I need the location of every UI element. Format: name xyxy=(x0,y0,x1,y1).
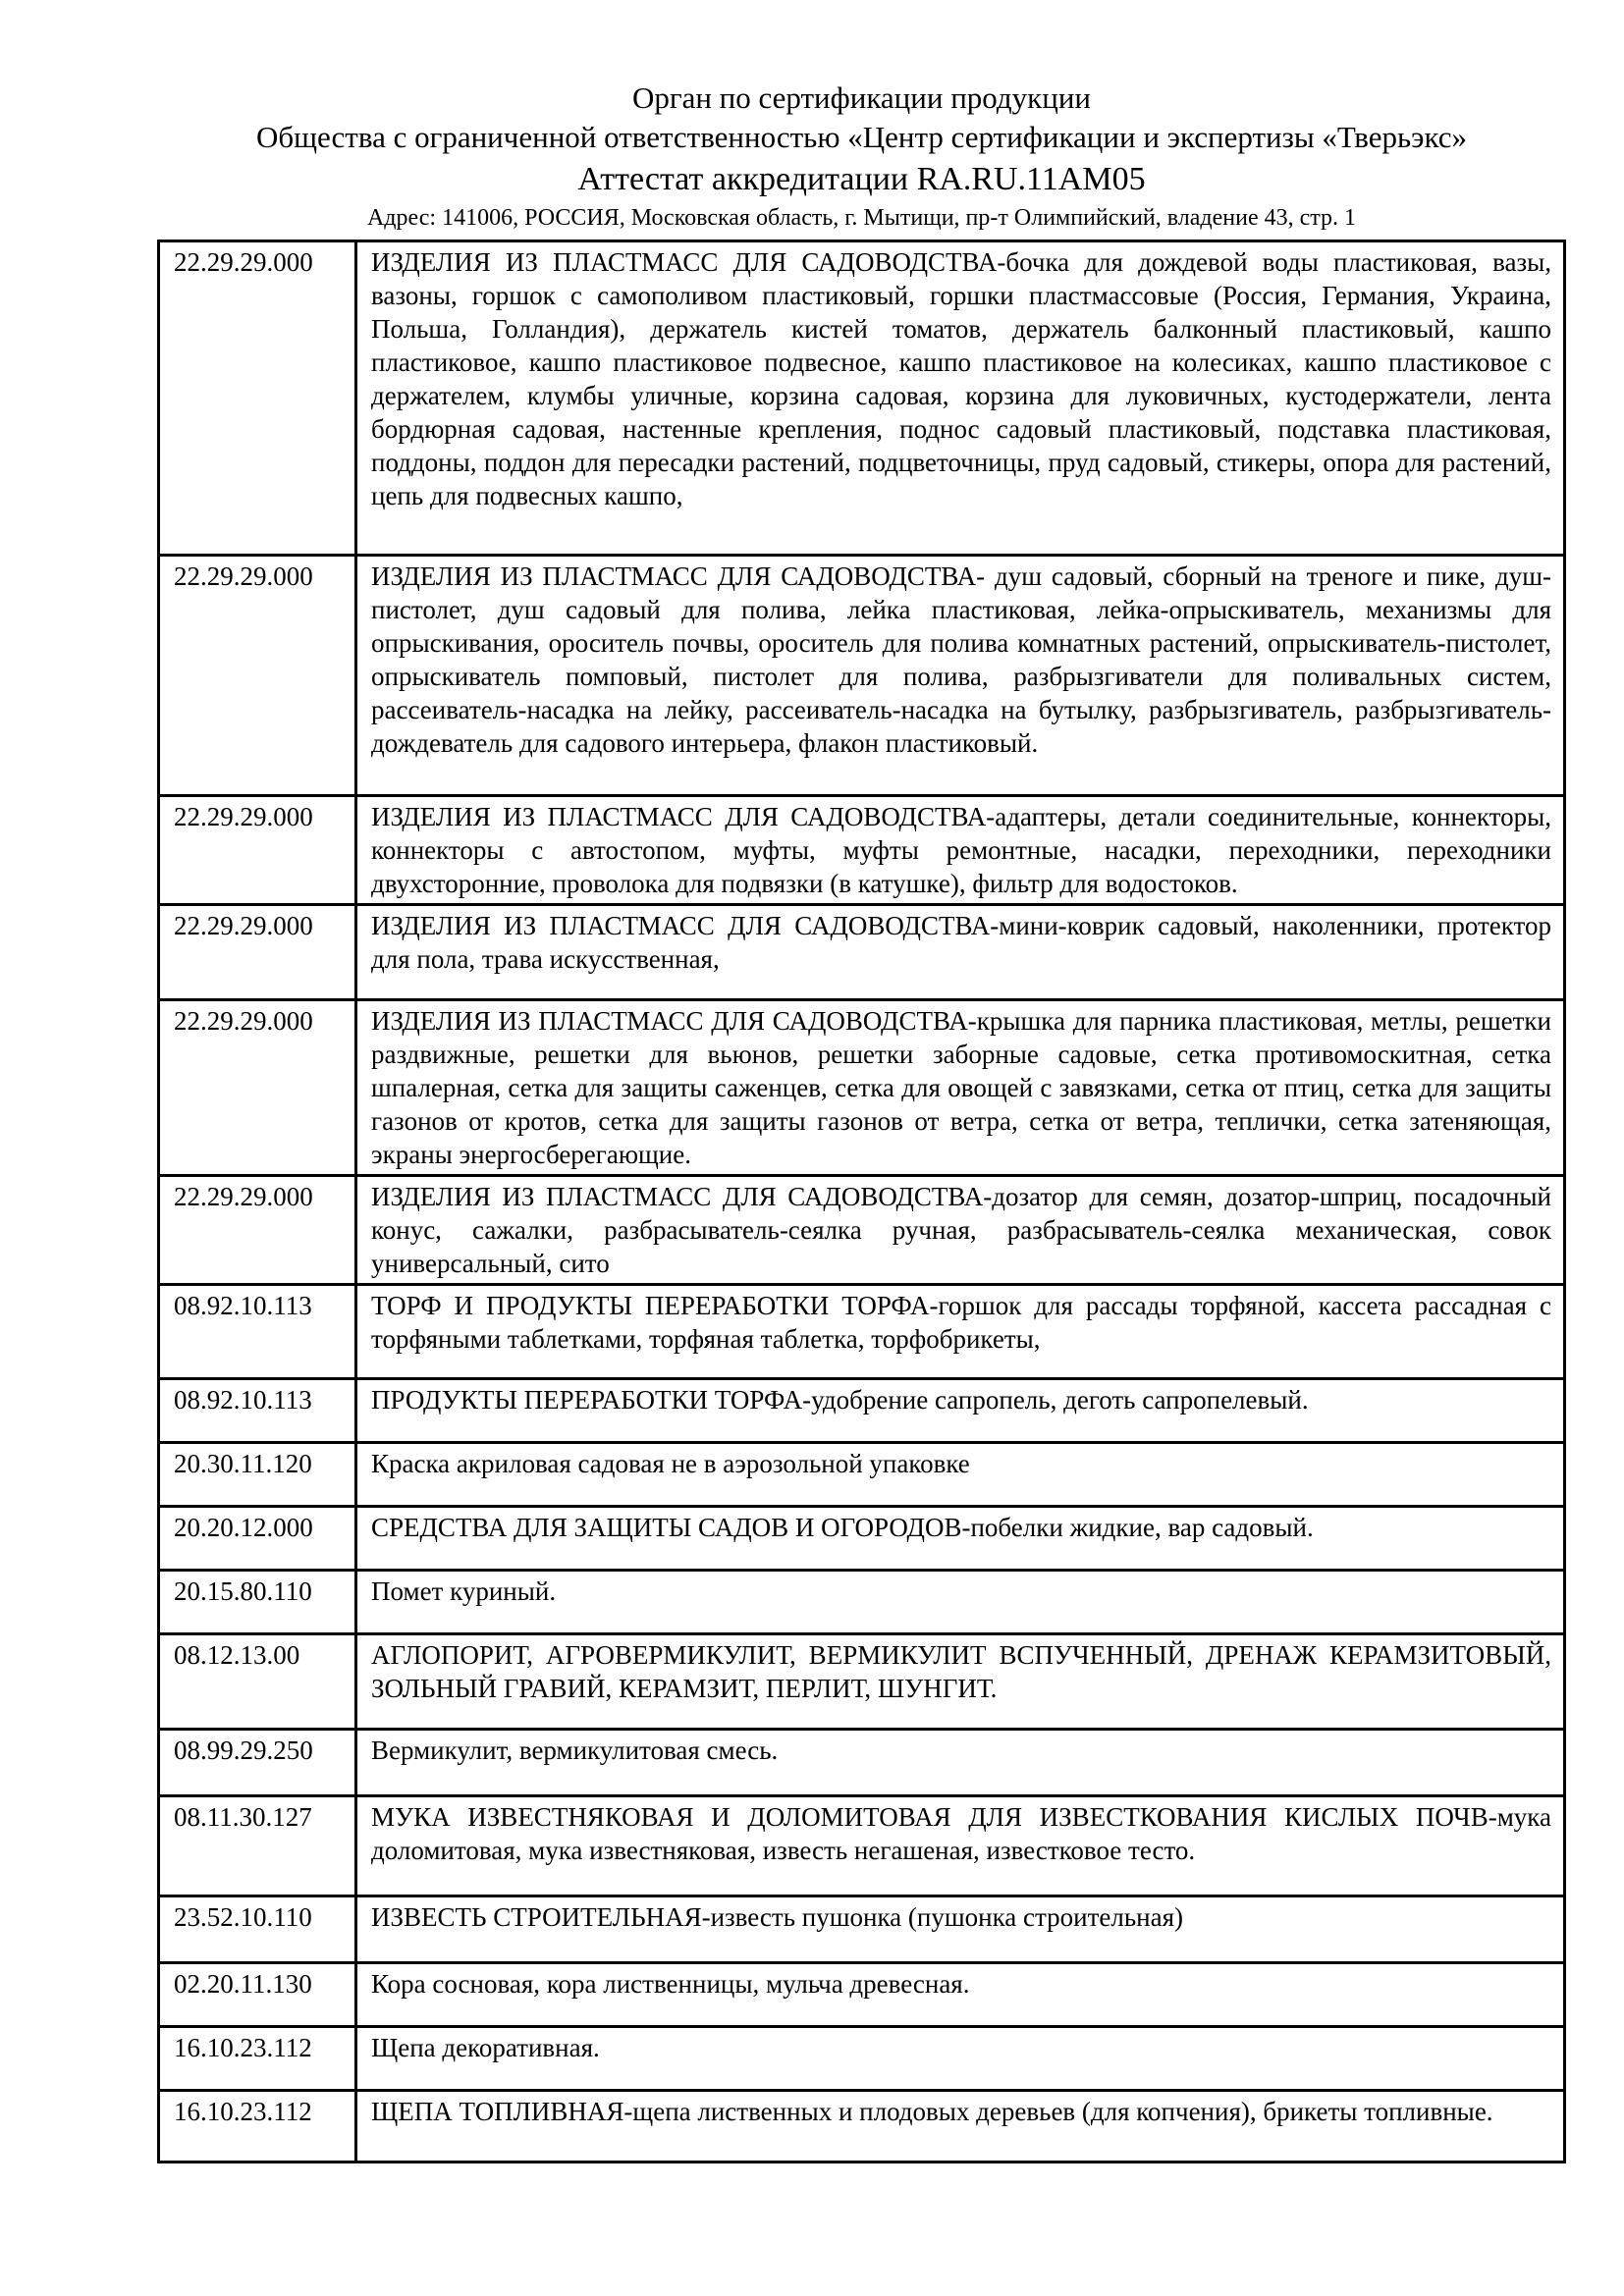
product-codes-table xyxy=(157,240,1566,2163)
code-cell: 20.20.12.000 xyxy=(159,1507,356,1571)
code-cell: 22.29.29.000 xyxy=(159,241,356,556)
description-cell: ИЗДЕЛИЯ ИЗ ПЛАСТМАСС ДЛЯ САДОВОДСТВА-крышка для парника пластиковая, метлы, решетки раздвижные, решетки для вьюнов, решетки заборные садовые, сетка противомоскитная, сетка шпалерная, сетка для защиты саженцев, сетка для овощей с завязками, сетка от птиц, сетка для защиты газонов от кротов, сетка для защиты газонов от ветра, сетка от ветра, теплички, сетка затеняющая, экраны энергосберегающие. xyxy=(356,1000,1565,1176)
code-cell: 08.99.29.250 xyxy=(159,1730,356,1796)
code-cell: 22.29.29.000 xyxy=(159,905,356,1000)
table-row xyxy=(159,1634,1565,1730)
table-row xyxy=(159,241,1565,556)
description-cell: Краска акриловая садовая не в аэрозольной упаковке xyxy=(356,1443,1565,1507)
table-row xyxy=(159,1963,1565,2027)
description-cell: ИЗДЕЛИЯ ИЗ ПЛАСТМАСС ДЛЯ САДОВОДСТВА-адаптеры, детали соединительные, коннекторы, коннекторы с автостопом, муфты, муфты ремонтные, насадки, переходники, переходники двухсторонние, проволока для подвязки (в катушке), фильтр для водостоков. xyxy=(356,796,1565,905)
description-cell: МУКА ИЗВЕСТНЯКОВАЯ И ДОЛОМИТОВАЯ ДЛЯ ИЗВЕСТКОВАНИЯ КИСЛЫХ ПОЧВ-мука доломитовая, мука известняковая, известь негашеная, известковое тесто. xyxy=(356,1796,1565,1896)
table-row xyxy=(159,556,1565,796)
header-org-title: Орган по сертификации продукции xyxy=(631,80,1091,115)
table-row xyxy=(159,2091,1565,2163)
code-cell: 08.12.13.00 xyxy=(159,1634,356,1730)
code-cell: 08.92.10.113 xyxy=(159,1379,356,1443)
table-row xyxy=(159,1379,1565,1443)
description-cell: ТОРФ И ПРОДУКТЫ ПЕРЕРАБОТКИ ТОРФА-горшок для рассады торфяной, кассета рассадная с торфяными таблетками, торфяная таблетка, торфобрикеты, xyxy=(356,1285,1565,1379)
description-cell: ИЗВЕСТЬ СТРОИТЕЛЬНАЯ-известь пушонка (пушонка строительная) xyxy=(356,1896,1565,1963)
description-cell: ИЗДЕЛИЯ ИЗ ПЛАСТМАСС ДЛЯ САДОВОДСТВА-бочка для дождевой воды пластиковая, вазы, вазоны, горшок с самополивом пластиковый, горшки пластмассовые (Россия, Германия, Украина, Польша, Голландия), держатель кистей томатов, держатель балконный пластиковый, кашпо пластиковое, кашпо пластиковое подвесное, кашпо пластиковое на колесиках, кашпо пластиковое с держателем, клумбы уличные, корзина садовая, корзина для луковичных, кустодержатели, лента бордюрная садовая, настенные крепления, поднос садовый пластиковый, подставка пластиковая, поддоны, поддон для пересадки растений, подцветочницы, пруд садовый, стикеры, опора для растений, цепь для подвесных кашпо, xyxy=(356,241,1565,556)
table-row xyxy=(159,796,1565,905)
table-row xyxy=(159,1796,1565,1896)
header-accreditation: Аттестат аккредитации RA.RU.11АМ05 xyxy=(577,161,1146,197)
code-cell: 22.29.29.000 xyxy=(159,1176,356,1285)
code-cell: 22.29.29.000 xyxy=(159,1000,356,1176)
description-cell: ИЗДЕЛИЯ ИЗ ПЛАСТМАСС ДЛЯ САДОВОДСТВА-мини-коврик садовый, наколенники, протектор для пола, трава искусственная, xyxy=(356,905,1565,1000)
description-cell: Вермикулит, вермикулитовая смесь. xyxy=(356,1730,1565,1796)
code-cell: 22.29.29.000 xyxy=(159,556,356,796)
description-cell: АГЛОПОРИТ, АГРОВЕРМИКУЛИТ, ВЕРМИКУЛИТ ВСПУЧЕННЫЙ, ДРЕНАЖ КЕРАМЗИТОВЫЙ, ЗОЛЬНЫЙ ГРАВИЙ, КЕРАМЗИТ, ПЕРЛИТ, ШУНГИТ. xyxy=(356,1634,1565,1730)
code-cell: 23.52.10.110 xyxy=(159,1896,356,1963)
code-cell: 22.29.29.000 xyxy=(159,796,356,905)
code-cell: 08.11.30.127 xyxy=(159,1796,356,1896)
table-row xyxy=(159,1176,1565,1285)
description-cell: ИЗДЕЛИЯ ИЗ ПЛАСТМАСС ДЛЯ САДОВОДСТВА-дозатор для семян, дозатор-шприц, посадочный конус, сажалки, разбрасыватель-сеялка ручная, разбрасыватель-сеялка механическая, совок универсальный, сито xyxy=(356,1176,1565,1285)
description-cell: ЩЕПА ТОПЛИВНАЯ-щепа лиственных и плодовых деревьев (для копчения), брикеты топливные. xyxy=(356,2091,1565,2163)
description-cell: Щепа декоративная. xyxy=(356,2027,1565,2091)
code-cell: 16.10.23.112 xyxy=(159,2091,356,2163)
table-row xyxy=(159,1285,1565,1379)
header-company-name: Общества с ограниченной ответственностью «Центр сертификации и экспертизы «Тверьэкс» xyxy=(255,120,1468,154)
description-cell: Кора сосновая, кора лиственницы, мульча древесная. xyxy=(356,1963,1565,2027)
code-cell: 16.10.23.112 xyxy=(159,2027,356,2091)
header-address: Адрес: 141006, РОССИЯ, Московская область, г. Мытищи, пр-т Олимпийский, владение 43, стр. 1 xyxy=(366,205,1357,231)
table-row xyxy=(159,1571,1565,1634)
table-row xyxy=(159,1730,1565,1796)
table-row xyxy=(159,1000,1565,1176)
document-header xyxy=(157,0,1566,234)
description-cell: ИЗДЕЛИЯ ИЗ ПЛАСТМАСС ДЛЯ САДОВОДСТВА- душ садовый, сборный на треноге и пике, душ-пистолет, душ садовый для полива, лейка пластиковая, лейка-опрыскиватель, механизмы для опрыскивания, ороситель почвы, ороситель для полива комнатных растений, опрыскиватель-пистолет, опрыскиватель помповый, пистолет для полива, разбрызгиватели для поливальных систем, рассеиватель-насадка на лейку, рассеиватель-насадка на бутылку, разбрызгиватель, разбрызгиватель-дождеватель для садового интерьера, флакон пластиковый. xyxy=(356,556,1565,796)
table-row xyxy=(159,1896,1565,1963)
table-row xyxy=(159,905,1565,1000)
code-cell: 02.20.11.130 xyxy=(159,1963,356,2027)
code-cell: 20.15.80.110 xyxy=(159,1571,356,1634)
description-cell: Помет куриный. xyxy=(356,1571,1565,1634)
description-cell: СРЕДСТВА ДЛЯ ЗАЩИТЫ САДОВ И ОГОРОДОВ-побелки жидкие, вар садовый. xyxy=(356,1507,1565,1571)
description-cell: ПРОДУКТЫ ПЕРЕРАБОТКИ ТОРФА-удобрение сапропель, деготь сапропелевый. xyxy=(356,1379,1565,1443)
table-row xyxy=(159,1443,1565,1507)
code-cell: 20.30.11.120 xyxy=(159,1443,356,1507)
code-cell: 08.92.10.113 xyxy=(159,1285,356,1379)
table-row xyxy=(159,2027,1565,2091)
table-row xyxy=(159,1507,1565,1571)
